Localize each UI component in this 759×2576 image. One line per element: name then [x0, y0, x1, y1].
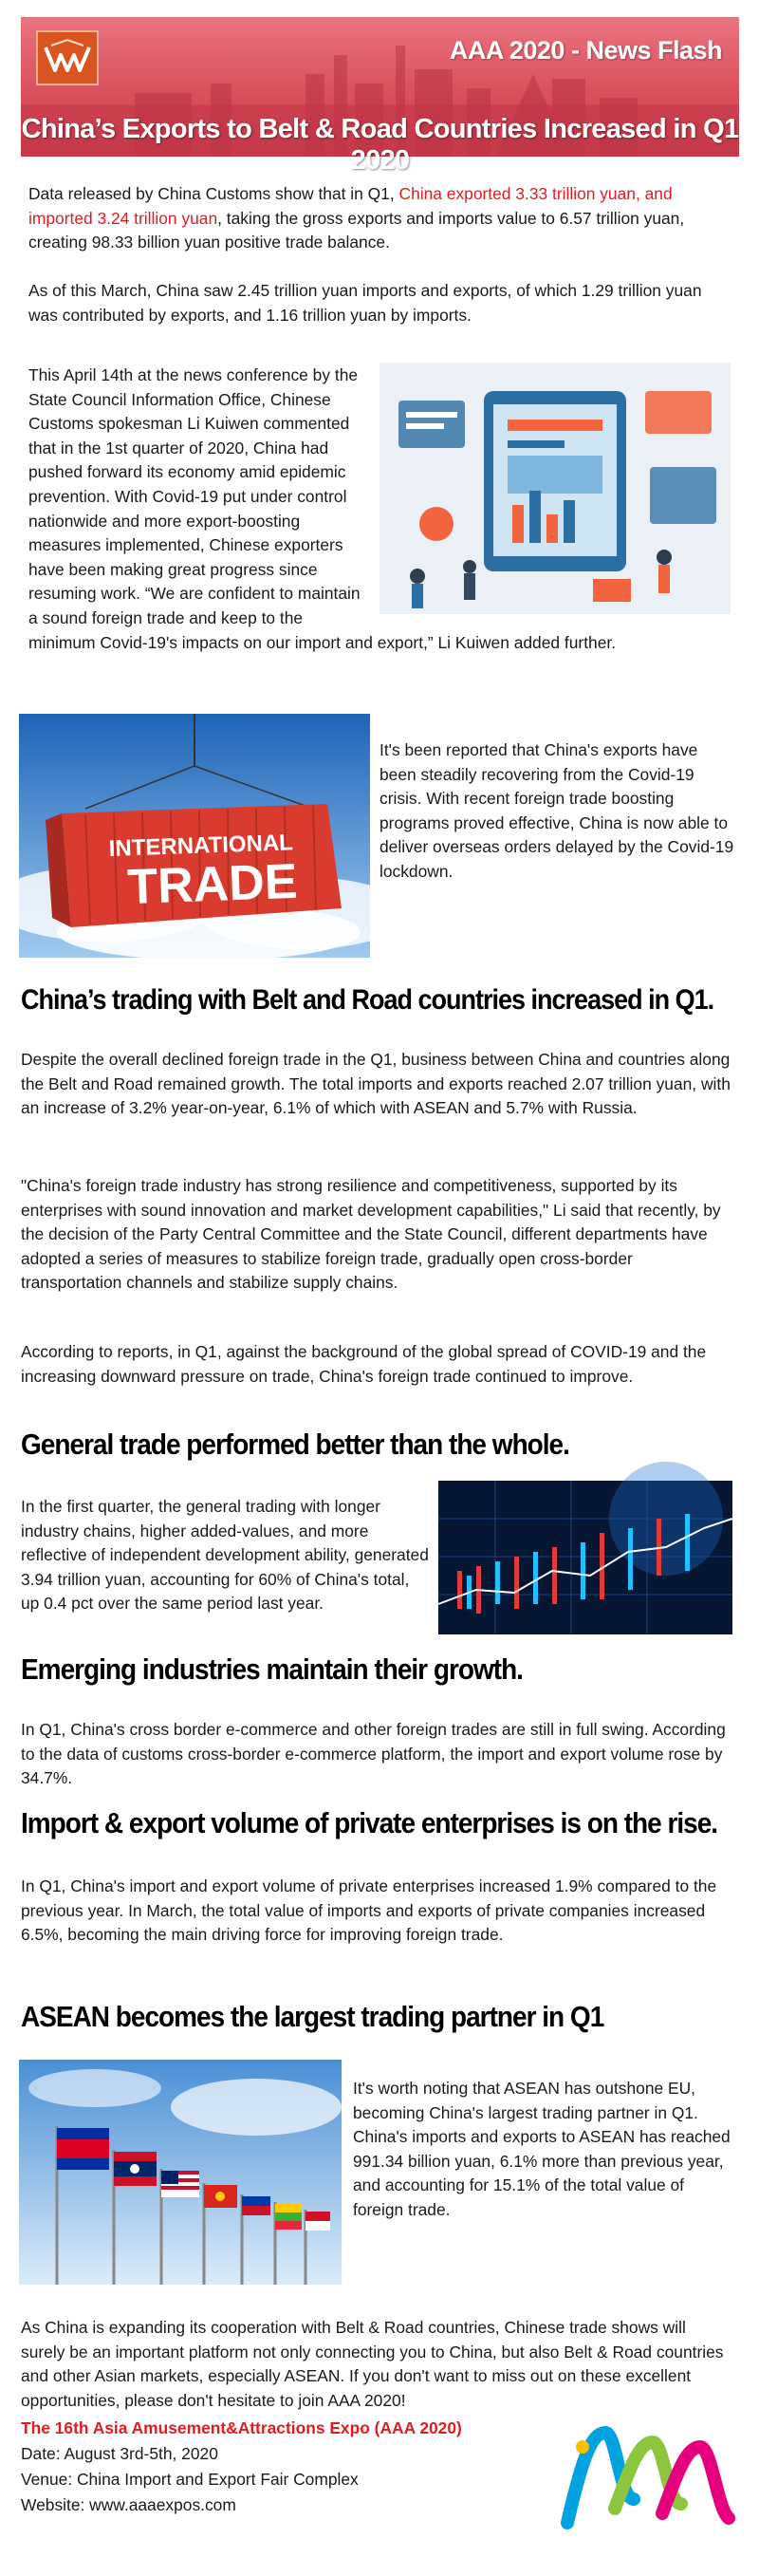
section4-paragraph-1: In Q1, China's import and export volume of private enterprises increased 1.9% compared to the previous year. In March, the total value of imports and exports of private companies increased 6.5%, becoming the main driving force for improving foreign trade. — [21, 1876, 717, 1945]
intro-text: Data released by China Customs show that in Q1, — [28, 184, 399, 203]
intro-text: , taking the gross exports and imports value to 6.57 trillion yuan, creating 98.33 billion yuan positive trade balance. — [28, 208, 685, 252]
intro-paragraph-3: This April 14th at the news conference by the State Council Information Office, Chinese Customs spokesman Li Kuiwen commented that in the 1st quarter of 2020, China had pushed forward its economy amid epidemic prevention. With Covid-19 put under control nationwide and more export-boosting measures implemented, Chinese exporters have been making great progress since resuming work. “We are confident to maintain a sound foreign trade and keep to the minimum Covid-19's impacts on our import and export,” Li Kuiwen added further. — [28, 365, 617, 652]
section5-paragraph-2: As China is expanding its cooperation with Belt & Road countries, Chinese trade shows will surely be an important platform not only connecting you to China, but also Belt & Road countries and other Asian markets, especially ASEAN. If you don't want to miss out on these excellent opportunities, please don't hesitate to join AAA 2020! — [21, 2318, 724, 2410]
expo-date: Date: August 3rd-5th, 2020 — [21, 2444, 218, 2463]
container-image — [19, 714, 370, 958]
section-heading-belt-road: China’s trading with Belt and Road countries increased in Q1. — [21, 984, 714, 1016]
export-import-highlight: China exported 3.33 trillion yuan, and imported 3.24 trillion yuan — [28, 184, 673, 228]
section-heading-private-enterprises: Import & export volume of private enterprises is on the rise. — [21, 1807, 718, 1839]
section-heading-emerging-industries: Emerging industries maintain their growth. — [21, 1653, 523, 1686]
expo-title: The 16th Asia Amusement&Attractions Expo (AAA 2020) — [21, 2418, 462, 2437]
news-flash-label: AAA 2020 - News Flash — [449, 36, 722, 65]
section2-paragraph-1: In the first quarter, the general trading with longer industry chains, higher added-values, and more reflective of independent development ability, generated 3.94 trillion yuan, accounting for 60% of China's total, up 0.4 pct over the same period last year. — [21, 1497, 429, 1614]
section3-paragraph-1: In Q1, China's cross border e-commerce and other foreign trades are still in full swing. According to the data of customs cross-border e-commerce platform, the import and export volume rose by 34.7%. — [21, 1720, 726, 1788]
page-title: China’s Exports to Belt & Road Countries Increased in Q1 2020 — [21, 114, 739, 176]
stock-chart-image — [438, 1481, 732, 1634]
section-heading-asean: ASEAN becomes the largest trading partner in Q1 — [21, 2001, 604, 2033]
aaa-wave-logo-icon — [558, 2423, 738, 2537]
intro-paragraph-4: It's been reported that China's exports have been steadily recovering from the Covid-19 crisis. With recent foreign trade boosting programs proved effective, China is now able to deliver overseas orders delayed by the Covid-19 lockdown. — [380, 740, 734, 881]
container-label-trade: TRADE — [126, 853, 299, 915]
asean-flags-image — [19, 2060, 342, 2285]
container-label-international: INTERNATIONAL — [108, 830, 294, 862]
section1-paragraph-2: "China's foreign trade industry has strong resilience and competitiveness, supported by its enterprises with sound innovation and market development capabilities," Li said that recently, by the decision of the Party Central Committee and the State Council, different departments have adopted a series of measures to stabilize foreign trade, gradually open cross-border transportation channels and stabilize supply chains. — [21, 1176, 721, 1293]
intro-paragraph-2: As of this March, China saw 2.45 trillion yuan imports and exports, of which 1.29 trillion yuan was contributed by exports, and 1.16 trillion yuan by imports. — [28, 281, 702, 325]
header-banner — [21, 17, 739, 176]
section5-paragraph-1: It's worth noting that ASEAN has outshone EU, becoming China's largest trading partner in Q1. China's imports and exports to ASEAN has reached 991.34 billion yuan, 6.1% more than previous year, and accounting for 15.1% of the total value of foreign trade. — [353, 2079, 731, 2219]
expo-venue: Venue: China Import and Export Fair Complex — [21, 2470, 359, 2489]
section-heading-general-trade: General trade performed better than the whole. — [21, 1428, 569, 1461]
aaa-logo-icon — [36, 30, 99, 85]
section1-paragraph-3: According to reports, in Q1, against the background of the global spread of COVID-19 and the increasing downward pressure on trade, China's foreign trade continued to improve. — [21, 1342, 707, 1386]
intro-paragraph-1 — [28, 182, 729, 255]
expo-website[interactable]: Website: www.aaaexpos.com — [21, 2495, 236, 2514]
section1-paragraph-1: Despite the overall declined foreign trade in the Q1, business between China and countries along the Belt and Road remained growth. The total imports and exports reached 2.07 trillion yuan, with an increase of 3.2% year-on-year, 6.1% of which with ASEAN and 5.7% with Russia. — [21, 1050, 731, 1118]
